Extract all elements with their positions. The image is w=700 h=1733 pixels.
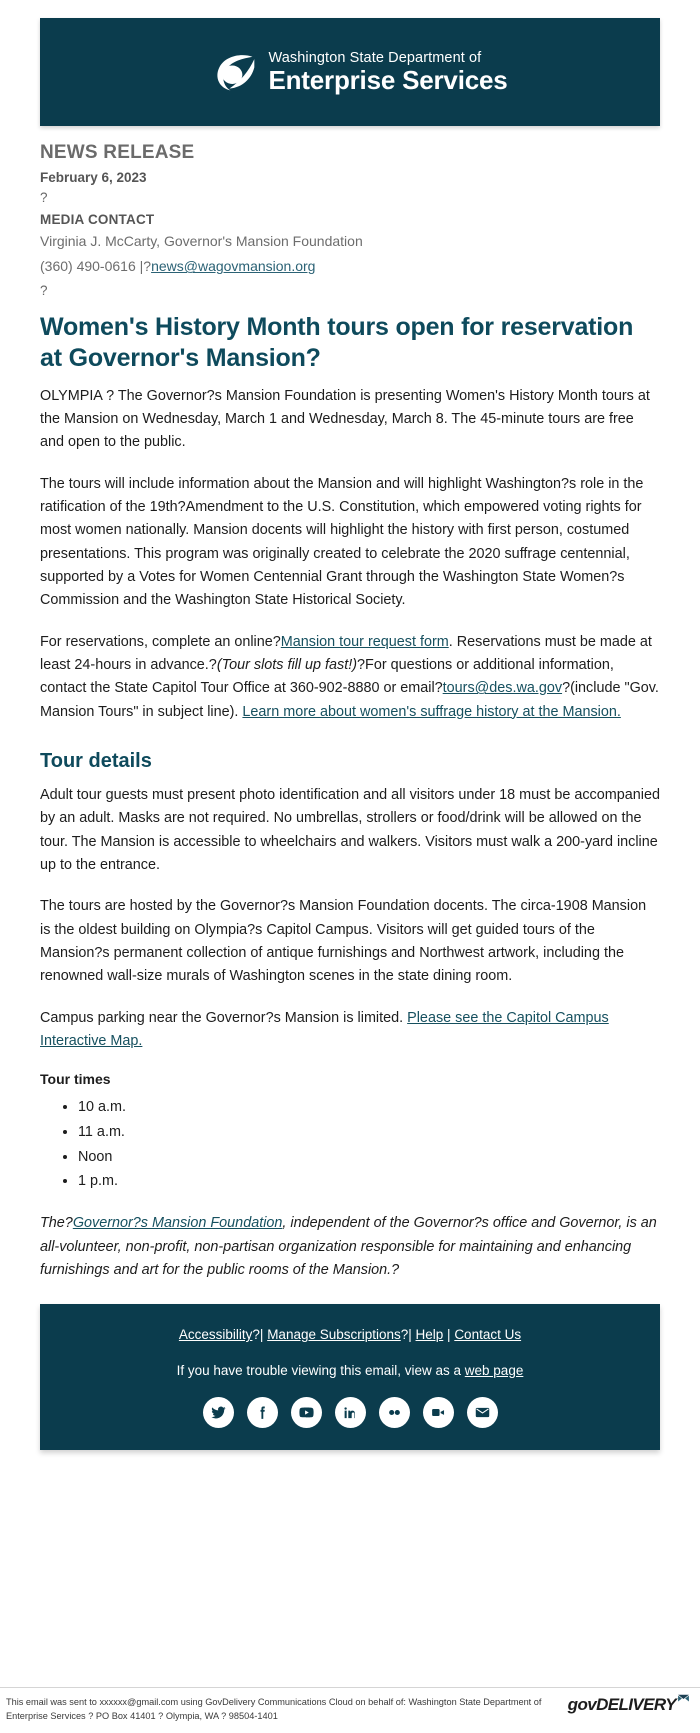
flickr-icon-button[interactable] xyxy=(379,1397,410,1428)
accessibility-link[interactable]: Accessibility xyxy=(178,1327,253,1343)
masthead-banner xyxy=(40,18,660,126)
list-item: • Noon xyxy=(78,1145,660,1170)
web-page-link[interactable]: web page xyxy=(464,1362,524,1378)
release-date: February 6, 2023 xyxy=(40,170,147,185)
linkedin-icon-button[interactable] xyxy=(335,1397,366,1428)
suffrage-history-link[interactable]: Learn more about women's suffrage history at the Mansion. xyxy=(242,703,621,720)
govdelivery-wordmark: govDELIVERY xyxy=(567,1695,676,1715)
tour-times-list xyxy=(40,1095,660,1194)
paragraph-tour-rules: Adult tour guests must present photo identification and all visitors under 18 must be accompanied by an adult. Masks are not required. No umbrellas, strollers or food/drink will be allowed on the tour. The Mansion is accessible to wheelchairs and walkers. Visitors must walk a 200-yard incline up to the entrance. xyxy=(40,786,660,873)
parking-text: Campus parking near the Governor?s Mansion is limited. xyxy=(40,1009,408,1026)
footer-links-row xyxy=(54,1324,646,1346)
youtube-icon xyxy=(298,1404,315,1421)
media-contact-label: MEDIA CONTACT xyxy=(40,211,155,227)
footer-separator-1: ?| xyxy=(252,1327,268,1343)
social-icons-row xyxy=(54,1397,646,1428)
govdelivery-envelope-icon xyxy=(677,1692,690,1705)
capitol-campus-map-link[interactable]: Please see the Capitol Campus Interactive Map. xyxy=(40,1009,609,1049)
contact-us-link[interactable]: Contact Us xyxy=(454,1327,522,1343)
footer-separator-2: ?| xyxy=(400,1327,416,1343)
stray-character-1: ? xyxy=(40,190,48,205)
disclaimer-text: This email was sent to xxxxxx@gmail.com using GovDelivery Communications Cloud on behalf of: Washington State Department of Enterprise Services ? PO Box 41401 ? Olympia, WA ? 98504-1401 xyxy=(6,1697,542,1721)
media-contact-phone-email xyxy=(40,255,660,277)
reservations-text-2: . Reservations must be made at least 24-hours in advance.? xyxy=(40,633,652,673)
tours-email-link[interactable]: tours@des.wa.gov xyxy=(442,680,563,697)
youtube-icon-button[interactable] xyxy=(291,1397,322,1428)
linkedin-icon xyxy=(342,1404,359,1421)
twitter-icon xyxy=(210,1404,227,1421)
email-icon-button[interactable] xyxy=(467,1397,498,1428)
help-link[interactable]: Help xyxy=(415,1327,444,1343)
media-contact-email-link[interactable]: news@wagovmansion.org xyxy=(151,258,316,275)
des-swoosh-logo-icon xyxy=(212,49,258,95)
paragraph-parking xyxy=(40,1007,660,1054)
flickr-icon xyxy=(386,1404,403,1421)
manage-subscriptions-link[interactable]: Manage Subscriptions xyxy=(267,1327,401,1343)
tour-times-label: Tour times xyxy=(40,1071,111,1088)
agency-logo-text xyxy=(268,51,507,93)
email-icon xyxy=(474,1404,491,1421)
govdelivery-brand-logo xyxy=(568,1696,694,1713)
tour-slots-note: (Tour slots fill up fast!) xyxy=(216,656,358,673)
paragraph-intro: OLYMPIA ? The Governor?s Mansion Foundation is presenting Women's History Month tours at the Mansion on Wednesday, March 1 and Wednesday, March 8. The 45-minute tours are free and open to the public. xyxy=(40,387,650,451)
closing-text-1: The? xyxy=(40,1215,73,1232)
email-body xyxy=(40,126,660,1282)
tour-details-heading: Tour details xyxy=(40,749,152,772)
reservations-text-4: ?(include "Gov. Mansion Tours" in subject line). xyxy=(40,680,659,720)
govdelivery-icon xyxy=(430,1404,447,1421)
stray-character-2: ? xyxy=(40,282,48,298)
mansion-tour-request-form-link[interactable]: Mansion tour request form xyxy=(280,633,449,650)
news-release-kicker: NEWS RELEASE xyxy=(40,142,195,163)
agency-logo xyxy=(212,49,507,95)
govdelivery-icon-button[interactable] xyxy=(423,1397,454,1428)
agency-logo-line2: Enterprise Services xyxy=(268,64,508,95)
list-item: • 1 p.m. xyxy=(78,1169,660,1194)
media-contact-phone: (360) 490-0616 |? xyxy=(40,258,152,275)
paragraph-tour-hosts: The tours are hosted by the Governor?s Mansion Foundation docents. The circa-1908 Mansion is the oldest building on Olympia?s Capitol Campus. Visitors will get guided tours of the Mansion?s permanent collection of antique furnishings and Northwest artwork, including the renowned wall-size murals of Washington scenes in the state dining room. xyxy=(40,898,647,985)
reservations-text-3: ?For questions or additional information, contact the State Capitol Tour Office at 360-902-8880 or email? xyxy=(40,656,614,697)
trouble-viewing-text: If you have trouble viewing this email, view as a xyxy=(176,1362,465,1378)
facebook-icon xyxy=(254,1404,271,1421)
media-contact-name: Virginia J. McCarty, Governor's Mansion Foundation xyxy=(40,232,363,249)
list-item: • 11 a.m. xyxy=(78,1120,660,1145)
view-web-page-row xyxy=(54,1360,646,1382)
page-title: Women's History Month tours open for reservation at Governor's Mansion? xyxy=(40,312,634,373)
reservations-text-1: For reservations, complete an online? xyxy=(40,633,281,650)
legal-disclaimer-bar xyxy=(0,1687,700,1733)
list-item: • 10 a.m. xyxy=(78,1095,660,1120)
twitter-icon-button[interactable] xyxy=(203,1397,234,1428)
governors-mansion-foundation-link[interactable]: Governor?s Mansion Foundation xyxy=(72,1215,283,1232)
facebook-icon-button[interactable] xyxy=(247,1397,278,1428)
email-footer xyxy=(40,1304,660,1450)
footer-separator-3: | xyxy=(443,1327,455,1343)
agency-logo-line1: Washington State Department of xyxy=(268,49,482,66)
closing-text-2: , independent of the Governor?s office and Governor, is an all-volunteer, non-profit, non-partisan organization responsible for maintaining and enhancing furnishings and art for the public rooms of the Mansion.? xyxy=(40,1215,657,1278)
paragraph-reservations xyxy=(40,631,660,724)
paragraph-foundation-disclosure xyxy=(40,1212,660,1282)
paragraph-tour-content: The tours will include information about the Mansion and will highlight Washington?s role in the ratification of the 19th?Amendment to the U.S. Constitution, which empowered voting rights for most women nationally. Mansion docents will highlight the history with first person, costumed presentations. This program was originally created to celebrate the 2020 suffrage centennial, supported by a Votes for Women Centennial Grant through the Washington State Women?s Commission and the Washington State Historical Society. xyxy=(40,475,644,609)
